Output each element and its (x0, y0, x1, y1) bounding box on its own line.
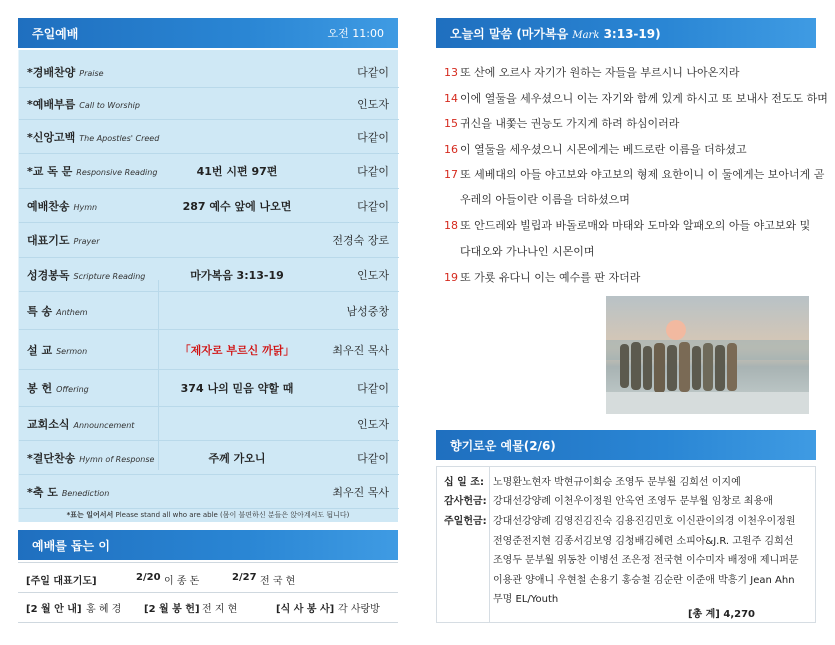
verse-number: 13 (444, 66, 458, 79)
prayer-name-1: 이 종 돈 (164, 576, 200, 587)
order-item-leader: 인도자 (357, 417, 389, 431)
order-item-leader: 다같이 (357, 130, 389, 144)
order-item-leader: 다같이 (357, 451, 389, 465)
offering-names: 조영두 문부월 위동찬 이병선 조은정 전국현 이수미자 배정애 제니퍼문 (493, 555, 799, 566)
worship-time: 오전 11:00 (327, 27, 384, 40)
verse-text: 귀신을 내쫓는 권능도 가지게 하려 하심이러라 (460, 117, 680, 130)
order-row (19, 154, 399, 189)
order-item-english: Responsive Reading (76, 168, 158, 177)
verse-line (444, 217, 810, 233)
offering-title: 향기로운 예물(2/6) (450, 438, 556, 453)
order-item-leader: 최우진 목사 (332, 343, 389, 357)
worship-order-table (18, 50, 398, 522)
verse-text: 이 열둘을 세우셨으니 시몬에게는 베드로란 이름을 더하셨고 (460, 143, 747, 156)
order-item-detail: 마가복음 3:13-19 (190, 268, 284, 282)
verse-text: 또 산에 오르사 자기가 원하는 자들을 부르시니 나아온지라 (460, 66, 740, 79)
verse-number: 18 (444, 219, 458, 232)
order-item-detail: 287 예수 앞에 나오면 (182, 199, 292, 213)
order-item-name (27, 64, 104, 80)
order-item-leader: 최우진 목사 (332, 485, 389, 499)
verse-line (460, 191, 630, 207)
meal-name: 각 사랑방 (338, 604, 380, 615)
offering-names: 강대선강양례 이천우이정원 안옥연 조영두 문부월 임창로 최용애 (493, 496, 773, 507)
offering-total: [총 계] 4,270 (687, 609, 755, 620)
worship-header (18, 18, 398, 48)
verse-text: 우레의 아들이란 이름을 더하셨으며 (460, 193, 630, 206)
verse-number: 15 (444, 117, 458, 130)
stand-note-text: Please stand all who are able (몸이 불편하신 분들은 앉아계셔도 됩니다) (113, 511, 350, 519)
verse-line (444, 166, 824, 182)
order-row (19, 407, 399, 441)
order-item-korean: 교회소식 (27, 417, 70, 431)
offering-label: 감사헌금: (444, 496, 487, 507)
order-item-detail: 374 나의 믿음 약할 때 (180, 382, 294, 395)
order-item-name (27, 342, 87, 358)
helpers-header (18, 530, 398, 560)
order-item-detail: 41번 시편 97편 (196, 165, 278, 178)
order-item-korean: *축 도 (27, 485, 58, 499)
order-item-korean: 성경봉독 (27, 268, 70, 282)
scripture-mark: Mark (572, 29, 600, 41)
verse-text: 또 세베대의 아들 야고보와 야고보의 형제 요한이니 이 둘에게는 보아너게 곧 (460, 168, 825, 181)
prayer-name-2: 전 국 현 (260, 576, 296, 587)
helpers-title: 예배를 돕는 이 (32, 538, 110, 553)
usher-label: [2 월 안 내] (26, 604, 82, 615)
order-item-korean: *경배찬양 (27, 65, 76, 79)
order-item-name (27, 380, 89, 396)
order-item-english: Sermon (56, 346, 88, 356)
order-item-detail: 주께 가오니 (208, 451, 266, 465)
usher-name: 홍 혜 경 (86, 604, 122, 615)
scripture-title (450, 25, 661, 42)
order-item-name (27, 232, 99, 248)
order-item-english: Announcement (73, 420, 135, 430)
order-item-english: Anthem (56, 307, 88, 317)
verse-line (444, 90, 828, 106)
order-item-name (27, 267, 145, 283)
order-item-korean: 봉 헌 (27, 382, 53, 395)
order-item-korean: 대표기도 (27, 234, 70, 247)
disciples-sunrise-photo (606, 296, 809, 414)
offering-duty-label: [2 월 봉 헌] (144, 604, 200, 615)
offering-names: 노명환노현자 박현규이희승 조영두 문부월 김희선 이지예 (493, 477, 741, 488)
offering-names: 전영준전지현 김종서김보영 김청배김혜련 소피아&J.R. 고원주 김희선 (493, 536, 794, 547)
helpers-line-top (18, 562, 398, 563)
offering-divider (489, 466, 490, 623)
order-item-name (27, 129, 159, 145)
order-item-leader: 다같이 (357, 382, 389, 395)
order-item-english: Offering (56, 385, 89, 394)
offering-names: 강대선강양례 김영진김진숙 김용진김민호 이신관이의경 이천우이정원 (493, 516, 796, 527)
order-item-english: Scripture Reading (73, 271, 146, 281)
order-item-name (27, 450, 154, 466)
prayer-label: [주일 대표기도] (26, 576, 97, 587)
order-item-leader: 전경숙 장로 (332, 234, 389, 247)
order-row (19, 258, 399, 292)
order-row (19, 88, 399, 120)
order-item-korean: 설 교 (27, 343, 53, 357)
order-row (19, 292, 399, 330)
order-item-korean: *교 독 문 (27, 165, 73, 178)
order-item-korean: *예배부름 (27, 97, 76, 111)
verse-line (444, 141, 747, 157)
order-item-english: Hymn of Response (79, 454, 155, 464)
offering-names: 무명 EL/Youth (493, 594, 559, 605)
stand-note (18, 510, 398, 520)
order-item-name (27, 484, 109, 500)
verse-text: 또 가룟 유다니 이는 예수를 판 자더라 (460, 271, 641, 284)
order-item-leader: 다같이 (357, 199, 389, 213)
verse-number: 19 (444, 271, 458, 284)
order-divider (158, 280, 159, 470)
offering-header (436, 430, 816, 460)
verse-line (444, 269, 640, 285)
verse-text: 이에 열둘을 세우셨으니 이는 자기와 함께 있게 하시고 또 보내사 전도도 하며 (460, 92, 828, 105)
order-item-english: Praise (79, 68, 104, 78)
order-row (19, 441, 399, 475)
order-row (19, 330, 399, 370)
offering-label: 십 일 조: (444, 477, 484, 488)
verse-text: 다대오와 가나나인 시몬이며 (460, 245, 595, 258)
order-item-leader: 다같이 (357, 165, 389, 178)
order-item-korean: *신앙고백 (27, 130, 76, 144)
prayer-date-1: 2/20 (136, 572, 161, 583)
order-item-leader: 인도자 (357, 268, 389, 282)
order-item-detail: 「제자로 부르신 까닭」 (179, 343, 295, 357)
verse-line (444, 64, 740, 80)
verse-number: 16 (444, 143, 458, 156)
order-item-english: Call to Worship (79, 100, 140, 110)
scripture-ref: 3:13-19) (599, 26, 661, 41)
helpers-line-mid (18, 592, 398, 593)
meal-label: [식 사 봉 사] (276, 604, 335, 615)
order-item-name (27, 198, 97, 214)
order-item-korean: 예배찬송 (27, 199, 70, 213)
worship-title: 주일예배 (32, 26, 79, 41)
order-item-korean: *결단찬송 (27, 451, 76, 465)
prayer-date-2: 2/27 (232, 572, 257, 583)
order-item-english: Hymn (73, 202, 98, 212)
order-item-leader: 다같이 (357, 65, 389, 79)
order-row (19, 120, 399, 154)
order-row (19, 370, 399, 407)
scripture-title-text: 오늘의 말씀 (마가복음 (450, 26, 573, 41)
photo-illustration (606, 296, 809, 414)
stand-note-bold: *표는 일어서서 (66, 511, 114, 519)
verse-number: 17 (444, 168, 458, 181)
order-item-leader: 남성중창 (346, 304, 389, 318)
offering-label: 주일헌금: (444, 516, 487, 527)
order-item-leader: 인도자 (357, 97, 389, 111)
order-row (19, 475, 399, 509)
verse-text: 또 안드레와 빌립과 바돌로매와 마태와 도마와 알패오의 아들 야고보와 및 (460, 219, 811, 232)
offering-names: 이용관 양애니 우현철 손용기 홍승철 김순란 이준애 박흥기 Jean Ahn (493, 575, 795, 586)
order-item-english: Benediction (61, 488, 110, 498)
offering-duty-name: 전 지 현 (202, 604, 238, 615)
order-row (19, 56, 399, 88)
order-item-name (27, 303, 88, 319)
verse-number: 14 (444, 92, 458, 105)
helpers-line-bottom (18, 622, 398, 623)
order-item-english: Prayer (73, 237, 100, 246)
scripture-header (436, 18, 816, 48)
order-item-english: The Apostles' Creed (79, 133, 160, 143)
verse-line (444, 115, 679, 131)
order-item-korean: 특 송 (27, 304, 53, 318)
order-item-name (27, 416, 134, 432)
verse-line (460, 243, 595, 259)
order-row (19, 189, 399, 223)
order-row (19, 223, 399, 258)
order-item-name (27, 96, 140, 112)
order-item-name (27, 163, 157, 179)
